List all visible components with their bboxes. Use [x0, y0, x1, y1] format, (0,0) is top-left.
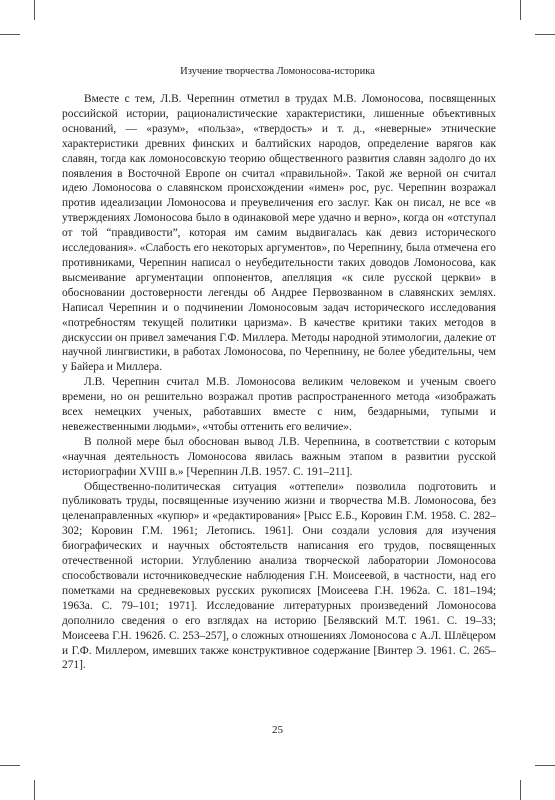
- crop-mark-bottom-left: [34, 780, 35, 800]
- crop-mark-bottom-right-h: [535, 765, 555, 766]
- paragraph: Л.В. Черепнин считал М.В. Ломоносова великим человеком и ученым своего времени, но он решительно возражал против распространенного метода «изображать всех немецких ученых, работавших вместе с ним, бездарными, тупыми и невежественными людьми», «чтобы оттенить его величие».: [62, 376, 496, 433]
- running-head: Изучение творчества Ломоносова-историка: [180, 66, 375, 77]
- page-number: 25: [272, 724, 283, 736]
- crop-mark-bottom-left-h: [0, 765, 20, 766]
- crop-mark-bottom-right: [520, 780, 521, 800]
- crop-mark-top-left-h: [0, 34, 20, 35]
- paragraph: Общественно-политическая ситуация «оттепели» позволила подготовить и публиковать труды, посвященные изучению жизни и творчества М.В. Ломоносова, без целенаправленных «купюр» и «редактирования» [Рысс Е.Б., Коровин Г.М. 1958. С. 282–302; Коровин Г.М. 1961; Летопись. 1961]. Они создали условия для изучения биографических и научных обстоятельств написания его трудов, посвященных отечественной истории. Углублению анализа творческой лаборатории Ломоносова способствовали источниковедческие наблюдения Г.Н. Моисеевой, в частности, над его пометками на средневековых русских рукописях [Моисеева Г.Н. 1962а. С. 181–194; 1963а. С. 79–101; 1971]. Исследование литературных произведений Ломоносова дополнило сведения о его взглядах на историю [Белявский М.Т. 1961. С. 19–33; Моисеева Г.Н. 1962б. С. 253–257], о сложных отношениях Ломоносова с А.Л. Шлёцером и Г.Ф. Миллером, имевших также конструктивное содержание [Винтер Э. 1961. С. 265–271].: [62, 480, 496, 672]
- paragraph: В полной мере был обоснован вывод Л.В. Черепнина, в соответствии с которым «научная деятельность Ломоносова явилась важным этапом в развитии русской историографии XVIII в.» [Черепнин Л.В. 1957. С. 191–211].: [62, 435, 496, 478]
- crop-mark-top-right: [520, 0, 521, 20]
- crop-mark-top-left: [34, 0, 35, 20]
- crop-mark-top-right-h: [535, 34, 555, 35]
- body-text: [62, 92, 496, 673]
- paragraph: Вместе с тем, Л.В. Черепнин отметил в трудах М.В. Ломоносова, посвященных российской истории, рационалистические характеристики, лишенные объективных оснований, — «разум», «польза», «твердость» и т. д., «неверные» этнические характеристики древних финских и балтийских народов, определение варягов как славян, тогда как ломоносовскую теорию общественного развития славян задолго до их появления в Восточной Европе он считал «правильной». Такой же верной он считал идею Ломоносова о славянском происхождении «имен» рос, рус. Черепнин возражал против идеализации Ломоносова и преувеличения его заслуг. Как он писал, не все «в утверждениях Ломоносова было в одинаковой мере удачно и верно», когда он «отступал от той “правдивости”, которая им самим выдвигалась как девиз исторического исследования». «Слабость его некоторых аргументов», по Черепнину, была отмечена его противниками, Черепнин написал о неубедительности таких доводов Ломоносова, как высмеивание аргументации оппонентов, апелляция «к силе русской церкви» в обосновании достоверности легенды об Андрее Первозванном в славянских землях. Написал Черепнин и о подчинении Ломоносовым задач исторического исследования «потребностям текущей политики царизма». В качестве критики таких методов в дискуссии он привел замечания Г.Ф. Миллера. Методы народной этимологии, далекие от научной лингвистики, в работах Ломоносова, по Черепнину, не более убедительны, чем у Байера и Миллера.: [62, 93, 496, 374]
